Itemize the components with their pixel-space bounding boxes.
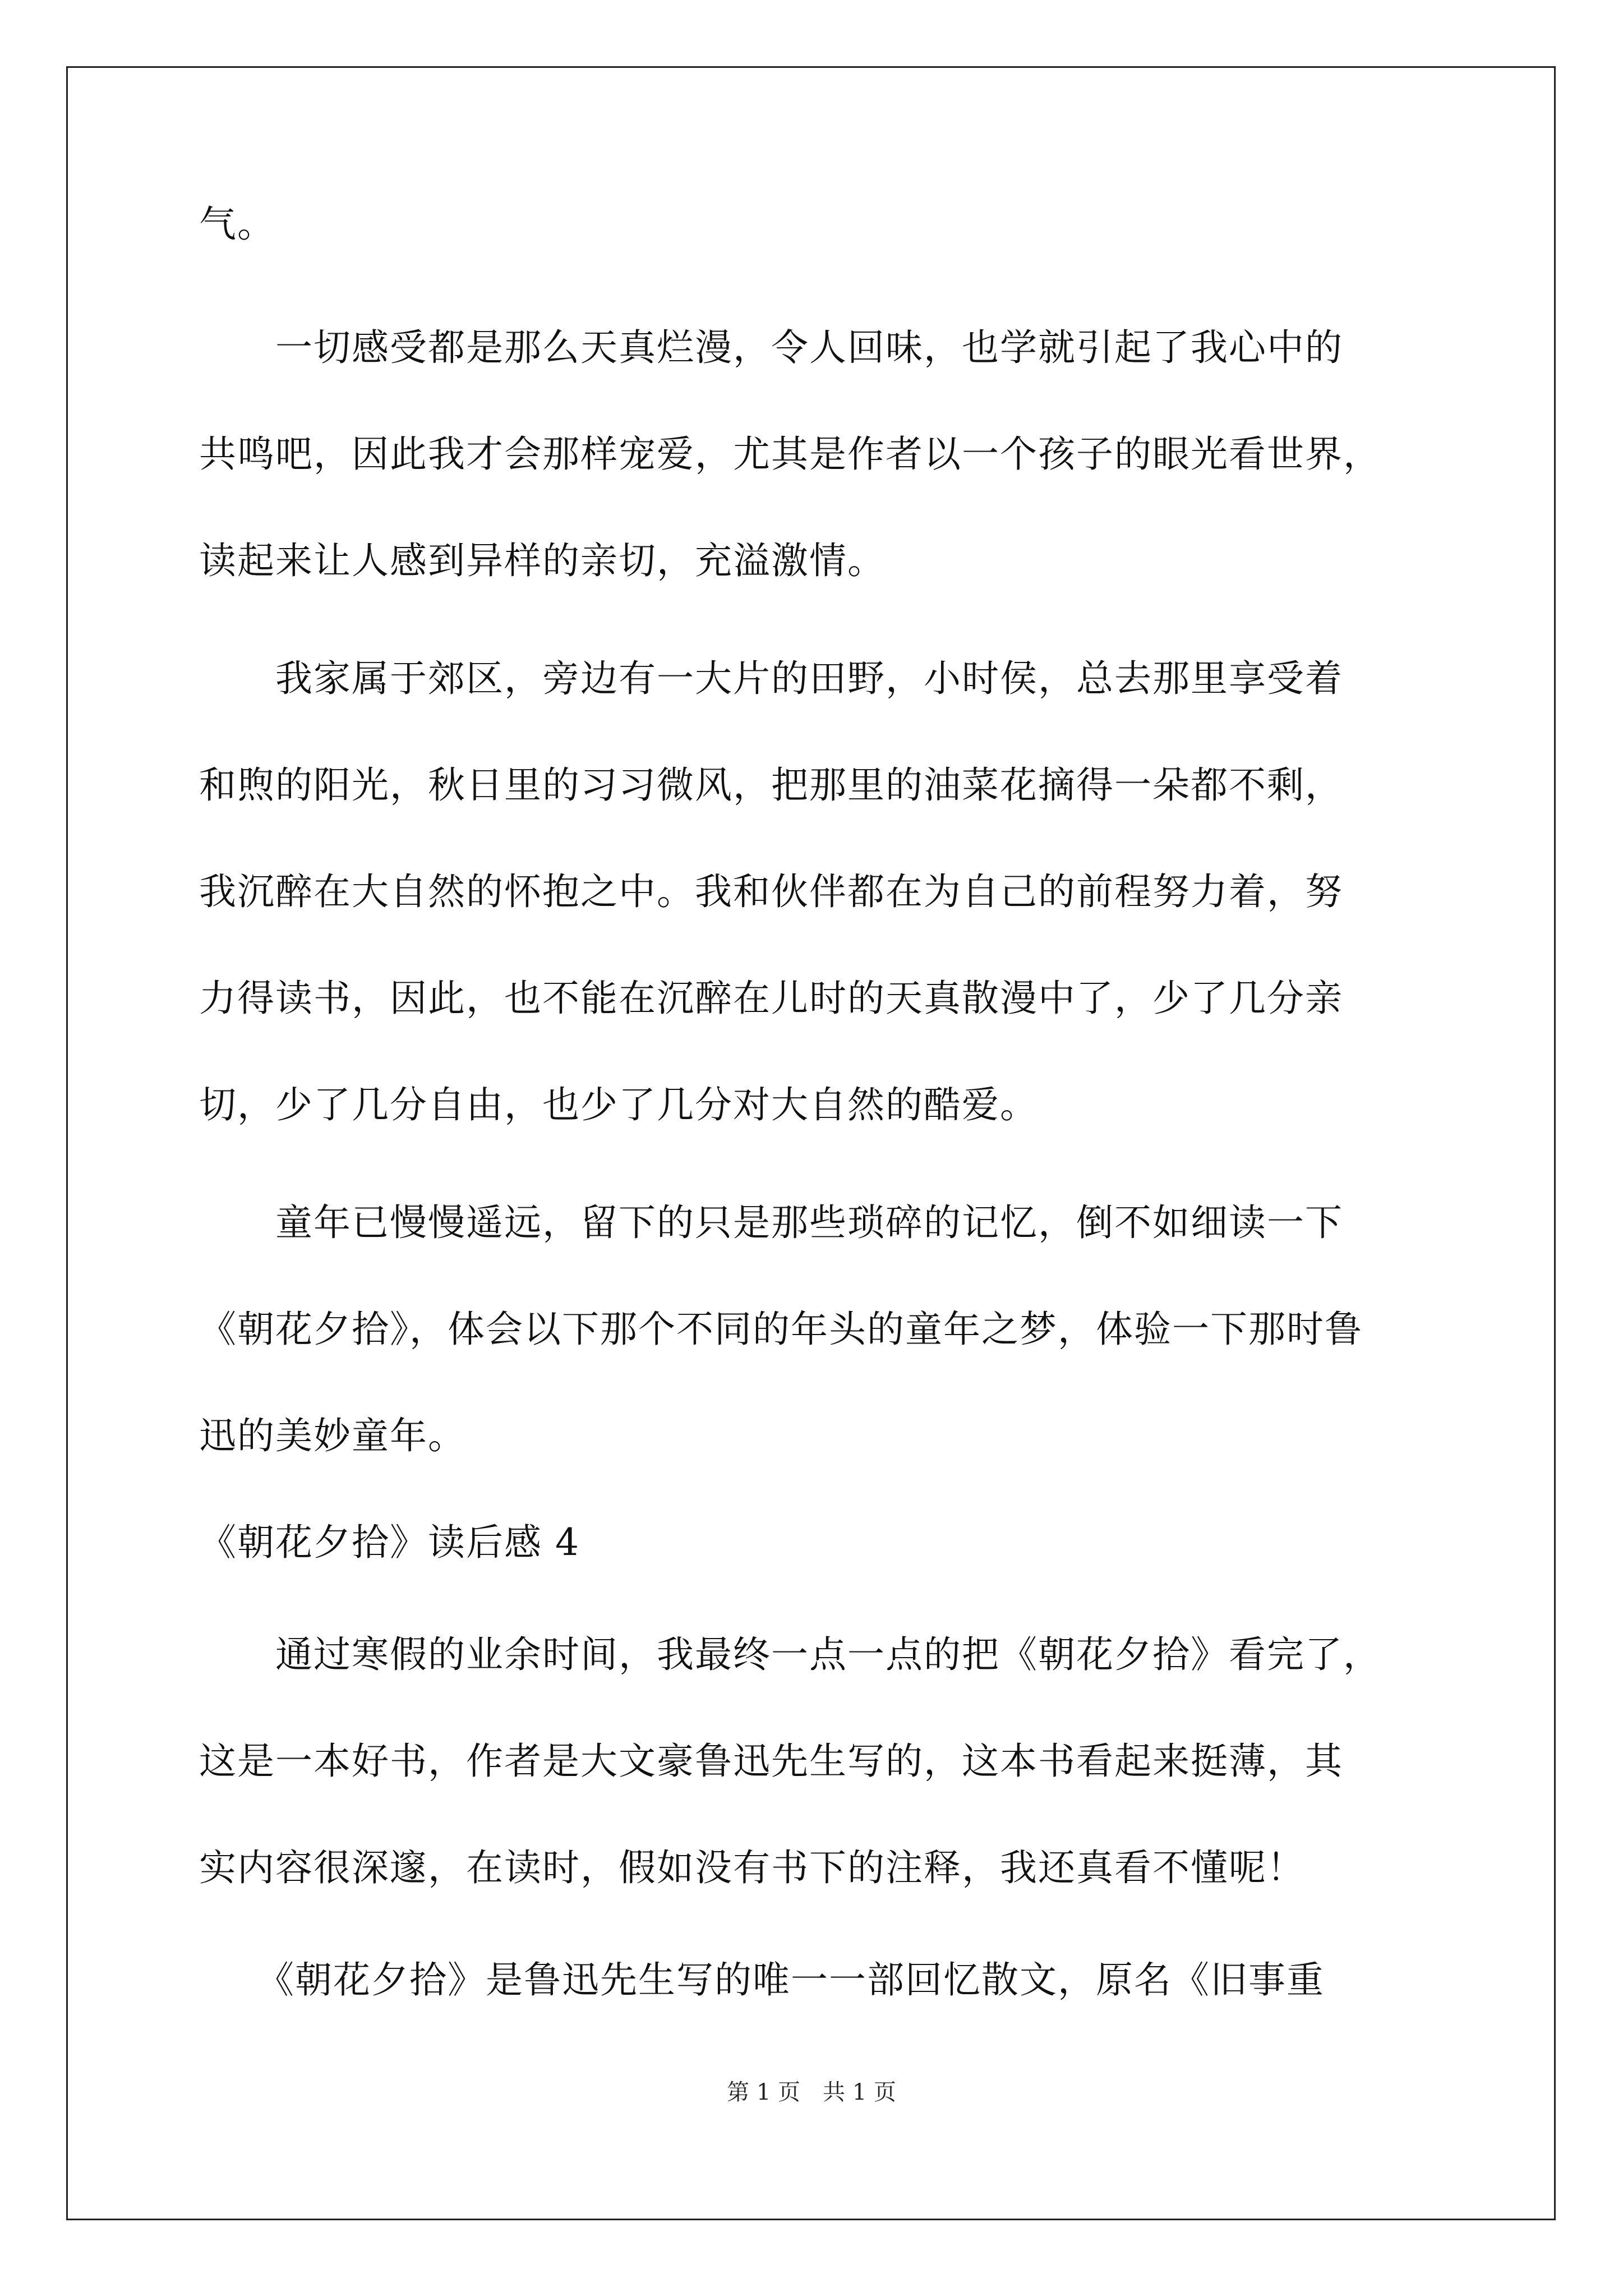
text-line: 这是一本好书，作者是大文豪鲁迅先生写的，这本书看起来挺薄，其 xyxy=(199,1740,1343,1783)
text-line: 气。 xyxy=(199,203,275,246)
text-line: 《朝花夕拾》是鲁迅先生写的唯一一部回忆散文，原名《旧事重 xyxy=(199,1958,1325,2001)
text-line: 我沉醉在大自然的怀抱之中。我和伙伴都在为自己的前程努力着，努 xyxy=(199,870,1343,913)
text-line: 共鸣吧，因此我才会那样宠爱，尤其是作者以一个孩子的眼光看世界， xyxy=(199,432,1381,476)
page-border xyxy=(66,66,1556,2220)
text-line: 实内容很深邃，在读时，假如没有书下的注释，我还真看不懂呢！ xyxy=(199,1846,1305,1889)
text-line: 迅的美妙童年。 xyxy=(199,1414,466,1457)
text-line: 读起来让人感到异样的亲切，充溢激情。 xyxy=(199,539,886,582)
text-line: 通过寒假的业余时间，我最终一点一点的把《朝花夕拾》看完了， xyxy=(199,1633,1381,1676)
text-line: 切，少了几分自由，也少了几分对大自然的酷爱。 xyxy=(199,1083,1038,1126)
text-line: 一切感受都是那么天真烂漫，令人回味，也学就引起了我心中的 xyxy=(199,326,1343,369)
text-line: 我家属于郊区，旁边有一大片的田野，小时侯，总去那里享受着 xyxy=(199,657,1343,700)
text-line: 《朝花夕拾》，体会以下那个不同的年头的童年之梦，体验一下那时鲁 xyxy=(199,1308,1363,1351)
text-line: 和煦的阳光，秋日里的习习微风，把那里的油菜花摘得一朵都不剩， xyxy=(199,763,1343,807)
section-heading: 《朝花夕拾》读后感 4 xyxy=(199,1521,580,1564)
text-line: 童年已慢慢遥远，留下的只是那些琐碎的记忆，倒不如细读一下 xyxy=(199,1201,1343,1244)
page-footer: 第 1 页 共 1 页 xyxy=(727,2079,896,2105)
text-line: 力得读书，因此，也不能在沉醉在儿时的天真散漫中了，少了几分亲 xyxy=(199,977,1343,1020)
